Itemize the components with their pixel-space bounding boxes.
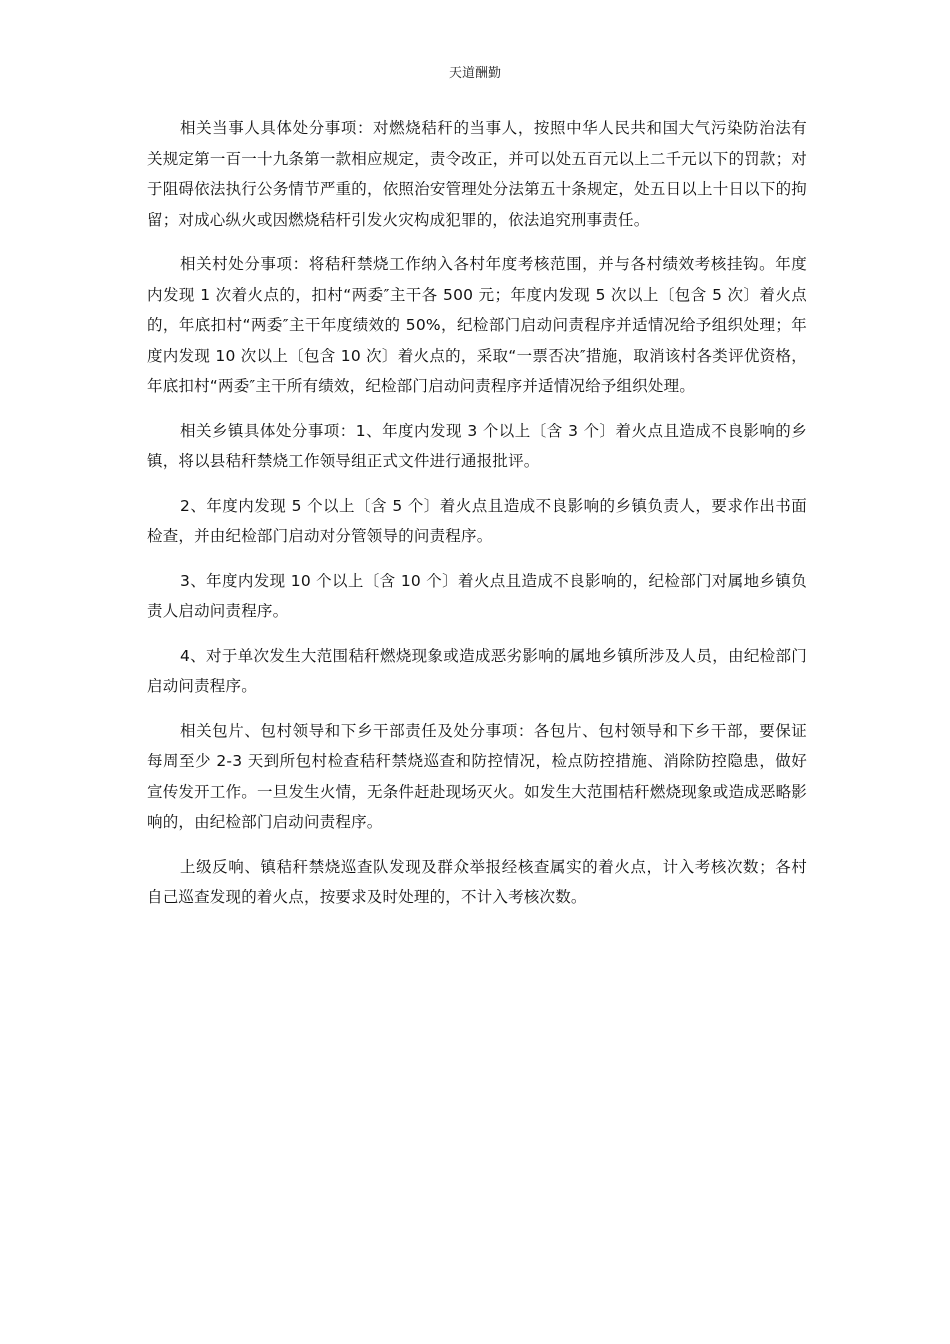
paragraph-township-item-2: 2、年度内发现 5 个以上〔含 5 个〕着火点且造成不良影响的乡镇负责人，要求作出书面检查，并由纪检部门启动对分管领导的问责程序。 (147, 496, 807, 545)
paragraph-assessment-counting: 上级反响、镇秸秆禁烧巡查队发现及群众举报经核查属实的着火点，计入考核次数；各村自己巡查发现的着火点，按要求及时处理的，不计入考核次数。 (147, 857, 807, 906)
page-header: 天道酬勤 (448, 66, 501, 81)
paragraph-cadre-responsibilities: 相关包片、包村领导和下乡干部责任及处分事项：各包片、包村领导和下乡干部，要保证每周至少 2-3 天到所包村检查秸秆禁烧巡查和防控情况，检点防控措施、消除防控隐患，做好宣传发开工作。一旦发生火情，无条件赶赴现场灭火。如发生大范围桔秆燃烧现象或造成恶略影响的，由纪检部门启动问责程序。 (147, 721, 807, 831)
paragraph-individual-penalties: 相关当事人具体处分事项：对燃烧秸秆的当事人，按照中华人民共和国大气污染防治法有关规定第一百一十九条第一款相应规定，责令改正，并可以处五百元以上二千元以下的罚款；对于阻碍依法执行公务情节严重的，依照治安管理处分法第五十条规定，处五日以上十日以下的拘留；对成心纵火或因燃烧秸杆引发火灾构成犯罪的，依法追究刑事责任。 (147, 119, 807, 229)
paragraph-village-penalties: 相关村处分事项：将秸秆禁烧工作纳入各村年度考核范围，并与各村绩效考核挂钩。年度内发现 1 次着火点的，扣村“两委″主干各 500 元；年度内发现 5 次以上〔包含 5 次〕着火点的，年底扣村“两委″主干年度绩效的 50%，纪检部门启动问责程序并适情况给予组织处理；年度内发现 10 次以上〔包含 10 次〕着火点的，采取“一票否决″措施，取消该村各类评优资格，年底扣村“两委″主干所有绩效，纪检部门启动问责程序并适情况给予组织处理。 (147, 255, 807, 395)
paragraph-township-item-4: 4、对于单次发生大范围秸秆燃烧现象或造成恶劣影响的属地乡镇所涉及人员，由纪检部门启动问责程序。 (147, 646, 807, 695)
paragraph-township-item-3: 3、年度内发现 10 个以上〔含 10 个〕着火点且造成不良影响的，纪检部门对属地乡镇负责人启动问责程序。 (147, 571, 807, 620)
document-body (147, 113, 807, 927)
paragraph-township-penalties: 相关乡镇具体处分事项：1、年度内发现 3 个以上〔含 3 个〕着火点且造成不良影响的乡镇，将以县秸秆禁烧工作领导组正式文件进行通报批评。 (147, 421, 807, 470)
